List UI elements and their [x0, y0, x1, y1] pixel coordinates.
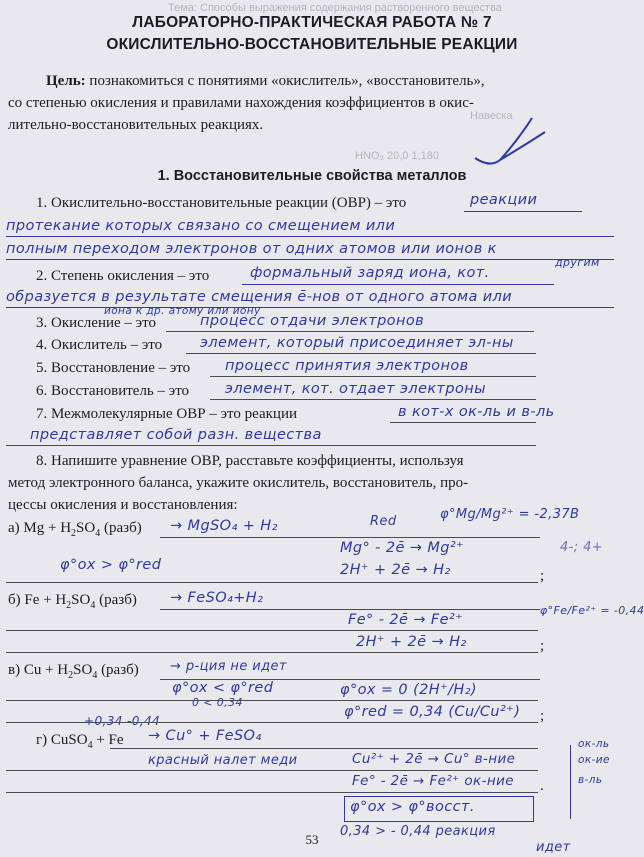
equation-c-label: в) $Cu + H_2SO_4$ (разб)	[8, 662, 139, 681]
goal-line-2: со степенью окисления и правилами нахождения коэффициентов в окис-	[8, 95, 474, 111]
conclusion-text: φ°ox > φ°восст.	[350, 799, 475, 815]
equation-b-potential: φ°Fe/Fe²⁺ = -0,44	[540, 604, 644, 617]
equation-d-products: → Cu° + FeSO₄	[148, 728, 262, 744]
equation-a-products: → MgSO₄ + H₂	[170, 518, 278, 534]
equation-a-label: а) $Mg + H_2SO_4$ (разб)	[8, 520, 142, 539]
equation-b-products: → FeSO₄+H₂	[170, 590, 264, 606]
answer-line	[160, 537, 540, 538]
answer-line	[6, 630, 538, 631]
answer-line	[6, 445, 536, 446]
role-ox-agent: ок-ие	[578, 754, 610, 766]
item-2-prompt: 2. Степень окисления – это	[36, 268, 210, 284]
equation-d-note: красный налет меди	[148, 753, 298, 768]
item-7-prompt: 7. Межмолекулярные ОВР – это реакции	[36, 406, 298, 422]
equation-a-potential: φ°Mg/Mg²⁺ = -2,37В	[440, 507, 580, 522]
equation-c-compare: φ°ox < φ°red	[172, 680, 274, 696]
goal-label: Цель:	[46, 73, 86, 89]
final-note-1: 0,34 > - 0,44 реакция	[340, 824, 496, 839]
answer-line	[6, 307, 614, 308]
equation-a-compare: φ°ox > φ°red	[60, 557, 162, 573]
item-6-prompt: 6. Восстановитель – это	[36, 383, 190, 399]
item-1-answer-part-3: полным переходом электронов от одних атомов или ионов к	[6, 241, 497, 257]
answer-line	[166, 331, 534, 332]
bleed-through-text: HNO₃ 20,0 1,180	[355, 150, 439, 162]
item-3-answer: процесс отдачи электронов	[200, 313, 425, 329]
equation-d-label: г) CuSO$_4$ + Fe	[36, 732, 124, 751]
equation-b-half-2: 2H⁺ + 2ē → H₂	[356, 634, 467, 650]
item-7-answer-part-2: представляет собой разн. вещества	[30, 427, 322, 443]
answer-line	[160, 609, 540, 610]
answer-line	[186, 353, 536, 354]
item-1-answer-part-4: другим	[555, 256, 600, 269]
page-number: 53	[305, 832, 319, 847]
equation-a-label-red: Red	[370, 514, 397, 529]
role-red-agent: в-ль	[578, 774, 603, 786]
answer-line	[6, 770, 538, 771]
item-2-answer-part-2: образуется в результате смещения ē-нов от одного атома или	[6, 289, 513, 305]
equation-a-half-2: 2H⁺ + 2ē → H₂	[340, 562, 451, 578]
goal-line-3: лительно-восстановительных реакциях.	[8, 117, 264, 133]
item-8-prompt-line-1: 8. Напишите уравнение ОВР, расставьте коэффициенты, используя	[36, 453, 464, 469]
item-1-prompt: 1. Окислительно-восстановительные реакции (ОВР) – это	[36, 195, 407, 211]
equation-c-potentials: +0,34 -0,44	[84, 714, 161, 728]
bleed-through-text: Навеска	[470, 110, 513, 122]
answer-line	[6, 259, 614, 260]
role-ox: ок-ль	[578, 738, 610, 750]
item-3-prompt: 3. Окисление – это	[36, 315, 156, 331]
answer-line	[390, 422, 536, 423]
item-8-prompt-line-2: метод электронного баланса, укажите окислитель, восстановитель, про-	[8, 475, 469, 491]
side-bracket	[570, 745, 571, 819]
equation-a-side-note: 4-; 4+	[560, 540, 604, 555]
equation-b-label: б) $Fe + H_2SO_4$ (разб)	[8, 592, 137, 611]
semicolon: ;	[540, 638, 545, 654]
item-4-prompt: 4. Окислитель – это	[36, 337, 163, 353]
final-note-2: идет	[536, 840, 571, 855]
bleed-through-text: Тема: Способы выражения содержания растворенного вещества	[168, 2, 502, 14]
answer-line	[464, 211, 582, 212]
answer-line	[242, 284, 554, 285]
work-subtitle: ОКИСЛИТЕЛЬНО-ВОССТАНОВИТЕЛЬНЫЕ РЕАКЦИИ	[106, 36, 518, 53]
equation-c-note: → р-ция не идет	[170, 659, 287, 674]
answer-line	[6, 236, 614, 237]
item-2-answer-part-1: формальный заряд иона, кот.	[250, 265, 490, 281]
item-1-answer-part-1: реакции	[470, 192, 538, 208]
period: .	[540, 778, 544, 794]
equation-c-red: φ°red = 0,34 (Cu/Cu²⁺)	[344, 704, 521, 720]
answer-line	[6, 722, 538, 723]
item-4-answer: элемент, который присоединяет эл-ны	[200, 335, 514, 351]
answer-line	[210, 399, 536, 400]
answer-line	[6, 700, 538, 701]
item-5-answer: процесс принятия электронов	[225, 358, 469, 374]
answer-line	[110, 748, 538, 749]
item-6-answer: элемент, кот. отдает электроны	[225, 381, 487, 397]
answer-line	[6, 792, 538, 793]
answer-line	[6, 652, 538, 653]
equation-d-half-2: Fe° - 2ē → Fe²⁺ ок-ние	[352, 773, 514, 789]
equation-d-half-1: Cu²⁺ + 2ē → Cu° в-ние	[352, 751, 516, 767]
item-1-answer-part-2: протекание которых связано со смещением или	[6, 218, 396, 234]
work-title: ЛАБОРАТОРНО-ПРАКТИЧЕСКАЯ РАБОТА № 7	[132, 14, 492, 31]
item-8-prompt-line-3: цессы окисления и восстановления:	[8, 497, 238, 513]
answer-line	[210, 376, 536, 377]
section-heading: 1. Восстановительные свойства металлов	[157, 168, 467, 184]
equation-a-half-1: Mg° - 2ē → Mg²⁺	[340, 540, 465, 556]
equation-c-ox: φ°ox = 0 (2H⁺/H₂)	[340, 682, 477, 698]
answer-line	[6, 582, 538, 583]
semicolon: ;	[540, 568, 545, 584]
semicolon: ;	[540, 708, 545, 724]
item-2-answer-part-3: иона к др. атому или иону	[104, 305, 261, 317]
item-7-answer-part-1: в кот-х ок-ль и в-ль	[398, 404, 555, 420]
equation-c-values: 0 < 0,34	[192, 696, 243, 709]
goal-line-1: Цель: познакомиться с понятиями «окислитель», «восстановитель»,	[46, 73, 485, 89]
item-5-prompt: 5. Восстановление – это	[36, 360, 191, 376]
equation-b-half-1: Fe° - 2ē → Fe²⁺	[348, 612, 464, 628]
